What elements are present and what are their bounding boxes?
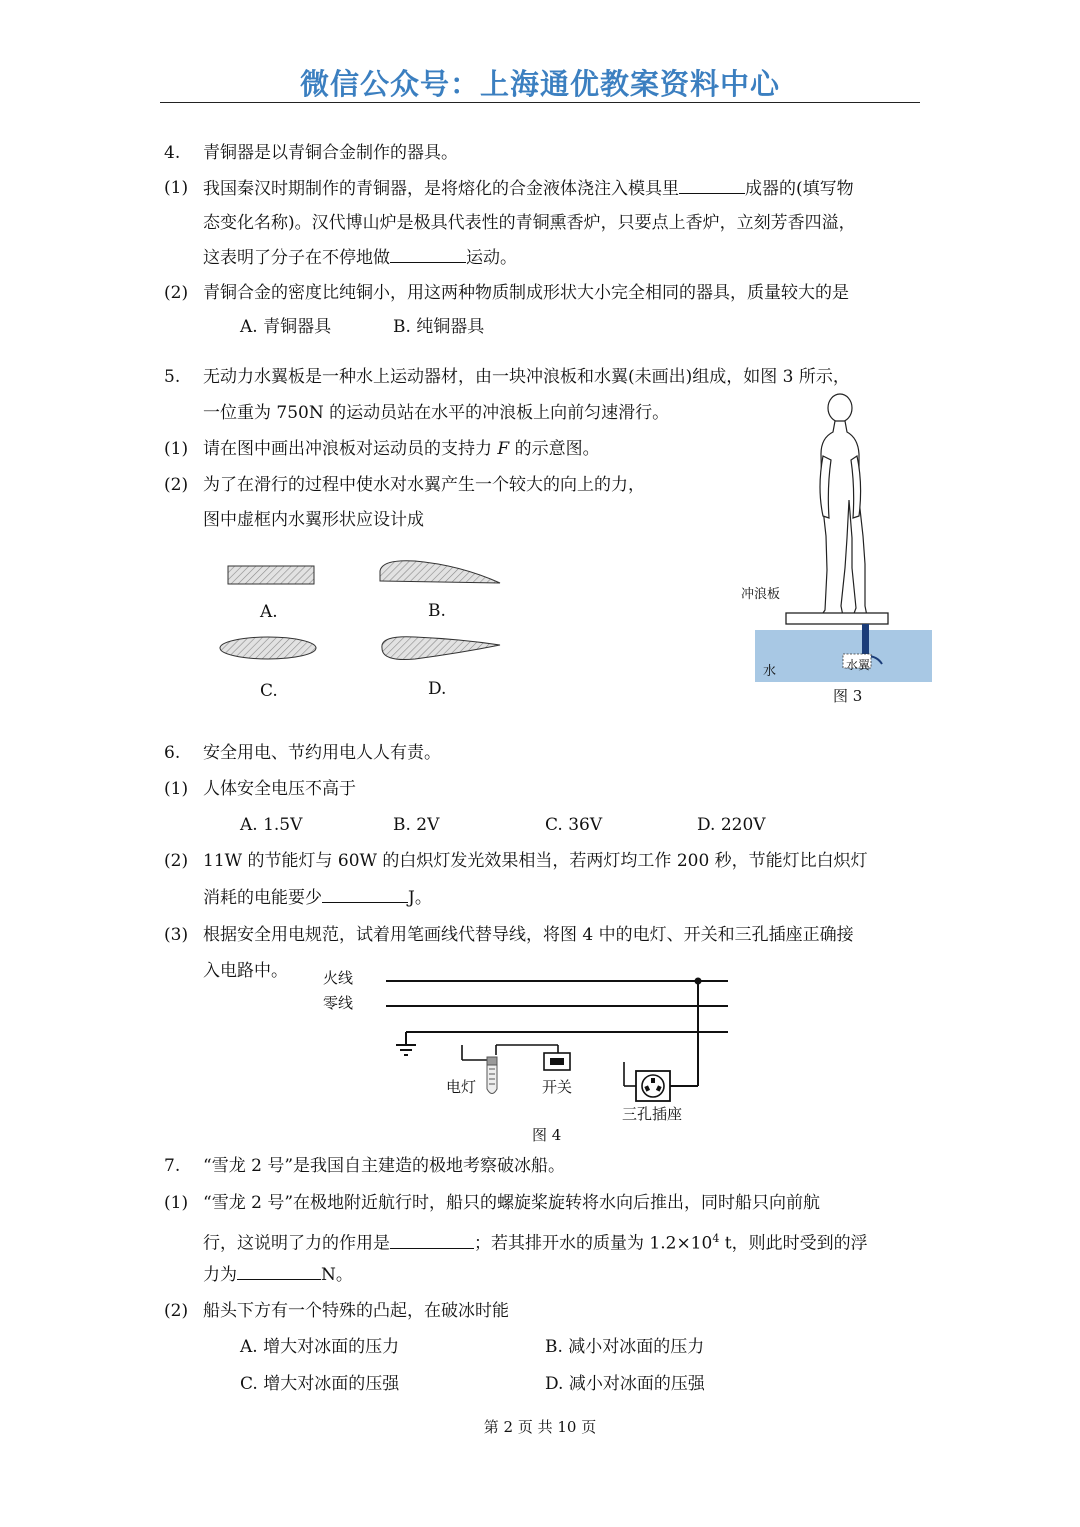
q6-p1-number: (1) <box>164 779 189 799</box>
q5-p2-number: (2) <box>164 475 189 495</box>
q7-p1-line2 <box>203 1228 868 1255</box>
q5-line1: 无动力水翼板是一种水上运动器材，由一块冲浪板和水翼(未画出)组成，如图 3 所示， <box>203 367 850 387</box>
q7-p1-line1: “雪龙 2 号”在极地附近航行时，船只的螺旋桨旋转将水向后推出，同时船只向前航 <box>203 1193 821 1213</box>
q6-option-a: A. 1.5V <box>240 815 303 835</box>
answer-blank[interactable] <box>390 1232 474 1249</box>
q7-number: 7. <box>164 1156 181 1176</box>
surfboard <box>786 613 888 624</box>
answer-blank[interactable] <box>322 886 408 903</box>
header-divider <box>160 102 920 103</box>
q7-p1-line2-b: ；若其排开水的质量为 1.2×10 <box>474 1233 713 1254</box>
q6-p2-line2-a: 消耗的电能要少 <box>203 888 322 908</box>
surfboard-label: 冲浪板 <box>741 587 781 602</box>
q7-p1-line2-a: 行，这说明了力的作用是 <box>203 1233 390 1254</box>
q6-p2-line1: 11W 的节能灯与 60W 的白炽灯发光效果相当，若两灯均工作 200 秒，节能灯比白炽灯 <box>203 851 868 871</box>
light-bulb-icon <box>487 1057 497 1094</box>
q7-p1-line2-c: t，则此时受到的浮 <box>719 1233 868 1254</box>
figure-3-diagram <box>755 388 935 688</box>
q7-p2-text: 船头下方有一个特殊的凸起，在破冰时能 <box>203 1301 509 1321</box>
q6-p3-number: (3) <box>164 925 189 945</box>
q6-p3-line1: 根据安全用电规范，试着用笔画线代替导线，将图 4 中的电灯、开关和三孔插座正确接 <box>203 925 854 945</box>
q6-option-c: C. 36V <box>545 815 603 835</box>
hydrofoil-mast <box>862 624 869 656</box>
q4-p1-number: (1) <box>164 178 189 198</box>
q4-p1-line1-a: 我国秦汉时期制作的青铜器，是将熔化的合金液体浇注入模具里 <box>203 179 679 199</box>
shape-c-ellipse[interactable] <box>220 637 316 659</box>
q4-p1-line3 <box>203 246 517 269</box>
answer-blank[interactable] <box>237 1263 321 1280</box>
q6-p2-number: (2) <box>164 851 189 871</box>
q4-p1-line3-b: 运动。 <box>466 248 517 268</box>
answer-blank[interactable] <box>390 246 466 263</box>
q7-p2-number: (2) <box>164 1301 189 1321</box>
q5-p2-line2: 图中虚框内水翼形状应设计成 <box>203 510 424 530</box>
q5-p1-text <box>203 438 600 460</box>
q7-p1-number: (1) <box>164 1193 189 1213</box>
q4-option-a: A. 青铜器具 <box>240 317 332 337</box>
q6-option-b: B. 2V <box>393 815 440 835</box>
neutral-wire-label: 零线 <box>323 994 354 1012</box>
q6-p2-line2 <box>203 886 432 909</box>
q5-p1-text-b: 的示意图。 <box>509 439 600 459</box>
water-label: 水 <box>763 664 777 679</box>
q5-p1-text-a: 请在图中画出冲浪板对运动员的支持力 <box>203 439 498 459</box>
figure-4-caption: 图 4 <box>532 1126 562 1144</box>
q5-p2-line1: 为了在滑行的过程中使水对水翼产生一个较大的向上的力， <box>203 475 645 495</box>
q4-number: 4. <box>164 143 181 163</box>
socket-label: 三孔插座 <box>622 1105 683 1123</box>
q7-option-c: C. 增大对冰面的压强 <box>240 1374 400 1394</box>
force-symbol: F <box>497 439 510 459</box>
lamp-label: 电灯 <box>446 1078 477 1096</box>
q4-p1-line3-a: 这表明了分子在不停地做 <box>203 248 390 268</box>
q6-number: 6. <box>164 743 181 763</box>
answer-blank[interactable] <box>679 177 745 194</box>
q7-p1-line3-b: N。 <box>321 1265 353 1285</box>
shape-c-label: C. <box>260 681 278 701</box>
live-wire-label: 火线 <box>323 969 354 987</box>
q4-p1-line1 <box>203 177 854 200</box>
q7-option-d: D. 减小对冰面的压强 <box>545 1374 705 1394</box>
q5-number: 5. <box>164 367 181 387</box>
q7-p1-line3-a: 力为 <box>203 1265 237 1285</box>
switch-label: 开关 <box>542 1078 573 1096</box>
athlete-figure <box>820 394 867 616</box>
exponent: 4 <box>712 1232 720 1245</box>
shape-a-rectangle[interactable] <box>228 566 314 584</box>
q7-stem: “雪龙 2 号”是我国自主建造的极地考察破冰船。 <box>203 1156 566 1176</box>
q7-option-a: A. 增大对冰面的压力 <box>240 1337 400 1357</box>
q4-p1-line2: 态变化名称)。汉代博山炉是极具代表性的青铜熏香炉，只要点上香炉，立刻芳香四溢， <box>203 213 856 233</box>
shape-b-label: B. <box>428 601 446 621</box>
shape-a-label: A. <box>260 602 278 622</box>
shape-d-label: D. <box>428 679 447 699</box>
junction-dot <box>695 978 702 985</box>
q5-p1-number: (1) <box>164 439 189 459</box>
q6-p3-line2: 入电路中。 <box>203 961 288 981</box>
hydrofoil-label: 水翼 <box>846 658 871 672</box>
q4-stem: 青铜器是以青铜合金制作的器具。 <box>203 143 458 163</box>
q4-p2-number: (2) <box>164 283 189 303</box>
q7-option-b: B. 减小对冰面的压力 <box>545 1337 705 1357</box>
q6-p1-text: 人体安全电压不高于 <box>203 779 356 799</box>
shape-b-airfoil[interactable] <box>380 561 500 583</box>
q4-p1-line1-b: 成器的(填写物 <box>745 179 854 199</box>
q5-line2: 一位重为 750N 的运动员站在水平的冲浪板上向前匀速滑行。 <box>203 403 670 423</box>
q6-p2-line2-b: J。 <box>408 888 432 908</box>
hydrofoil-shape-options <box>210 555 530 715</box>
q6-stem: 安全用电、节约用电人人有责。 <box>203 743 441 763</box>
shape-d-inverted-airfoil[interactable] <box>382 637 500 660</box>
figure-3-caption: 图 3 <box>833 687 863 705</box>
q7-p1-line3 <box>203 1263 353 1286</box>
q4-p2-text: 青铜合金的密度比纯铜小，用这两种物质制成形状大小完全相同的器具，质量较大的是 <box>203 283 849 303</box>
q6-option-d: D. 220V <box>697 815 766 835</box>
page-header-title: 微信公众号：上海通优教案资料中心 <box>299 67 780 101</box>
page-number-footer: 第 2 页 共 10 页 <box>483 1418 597 1436</box>
q4-option-b: B. 纯铜器具 <box>393 317 485 337</box>
